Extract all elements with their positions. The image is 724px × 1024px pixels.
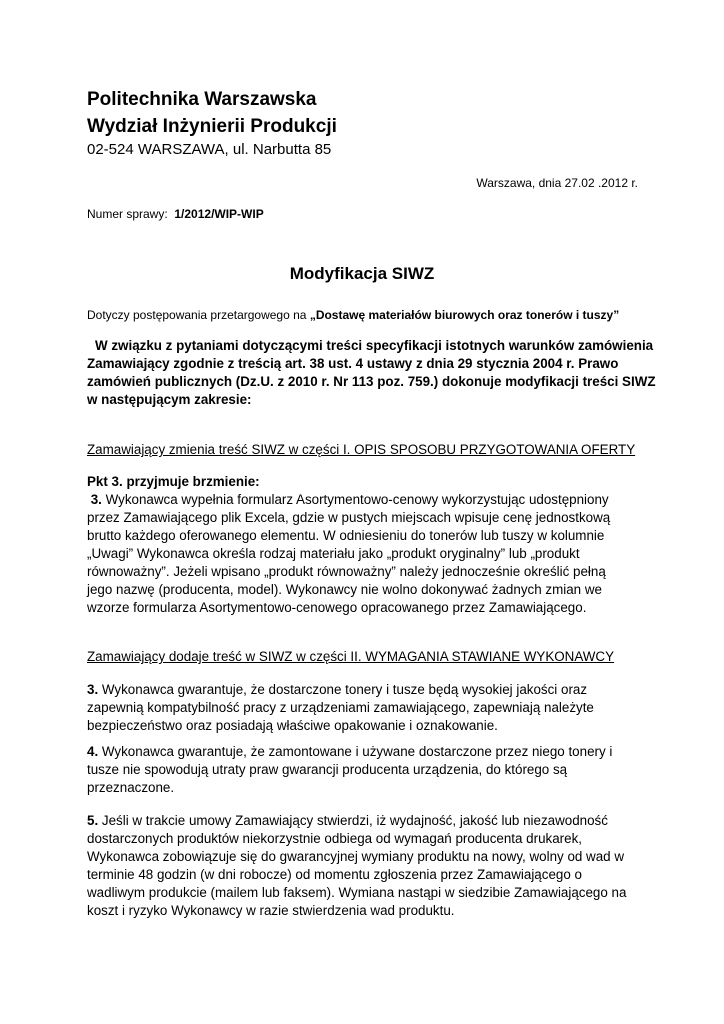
case-number-value: 1/2012/WIP-WIP bbox=[174, 207, 264, 221]
item-line: „Uwagi” Wykonawca określa rodzaj materiału jako „produkt oryginalny” lub „produkt bbox=[87, 546, 580, 561]
item-line: Jeśli w trakcie umowy Zamawiający stwierdzi, iż wydajność, jakość lub niezawodność bbox=[98, 813, 608, 828]
section1-item-3 bbox=[87, 491, 647, 617]
item-line: jego nazwę (producenta, model). Wykonawcy nie wolno dokonywać żadnych zmian we bbox=[87, 582, 602, 597]
document-date: Warszawa, dnia 27.02 .2012 r. bbox=[476, 176, 638, 190]
intro-paragraph bbox=[87, 337, 656, 409]
item-line: Wykonawca zobowiązuje się do gwarancyjnej wymiany produktu na nowy, wolny od wad w bbox=[87, 849, 625, 864]
item-line: terminie 48 godzin (w dni robocze) od momentu zgłoszenia przez Zamawiającego o bbox=[87, 867, 582, 882]
item-line: tusze nie spowodują utraty praw gwarancji producenta urządzenia, do którego są bbox=[87, 762, 568, 777]
section2-heading: Zamawiający dodaje treść w SIWZ w części II. WYMAGANIA STAWIANE WYKONAWCY bbox=[87, 649, 615, 664]
intro-line: w następującym zakresie: bbox=[87, 392, 252, 407]
item-number: 4. bbox=[87, 744, 99, 759]
intro-line: zamówień publicznych (Dz.U. z 2010 r. Nr 113 poz. 759.) dokonuje modyfikacji treści SIWZ bbox=[87, 374, 656, 389]
item-line: brutto każdego oferowanego elementu. W odniesieniu do tonerów lub tuszy w kolumnie bbox=[87, 528, 605, 543]
item-line: Wykonawca gwarantuje, że zamontowane i używane dostarczone przez niego tonery i bbox=[98, 744, 613, 759]
item-line: przez Zamawiającego plik Excela, gdzie w pustych miejscach wpisuje cenę jednostkową bbox=[87, 510, 611, 525]
case-number-label: Numer sprawy: bbox=[87, 207, 168, 221]
section1-pkt-label: Pkt 3. przyjmuje brzmienie: bbox=[87, 474, 260, 489]
item-line: wzorze formularza Asortymentowo-cenowego opracowanego przez Zamawiającego. bbox=[87, 600, 587, 615]
item-line: równoważny”. Jeżeli wpisano „produkt równoważny” należy jednocześnie określić pełną bbox=[87, 564, 606, 579]
item-line: przeznaczone. bbox=[87, 780, 175, 795]
item-number: 3. bbox=[90, 492, 102, 507]
item-line: bezpieczeństwo oraz posiadają właściwe opakowanie i oznakowanie. bbox=[87, 718, 498, 733]
institution-address: 02-524 WARSZAWA, ul. Narbutta 85 bbox=[87, 141, 332, 158]
regarding-line bbox=[87, 308, 619, 322]
section2-item-3 bbox=[87, 681, 647, 735]
regarding-prefix: Dotyczy postępowania przetargowego na bbox=[87, 308, 307, 322]
item-line: zapewnią kompatybilność pracy z urządzeniami zamawiającego, zapewniają należyte bbox=[87, 700, 594, 715]
faculty-name: Wydział Inżynierii Produkcji bbox=[87, 116, 337, 137]
regarding-subject: „Dostawę materiałów biurowych oraz tonerów i tuszy” bbox=[309, 308, 620, 322]
intro-line: W związku z pytaniami dotyczącymi treści specyfikacji istotnych warunków zamówienia bbox=[95, 338, 654, 353]
section2-item-4 bbox=[87, 743, 647, 797]
case-number bbox=[87, 207, 264, 221]
item-line: koszt i ryzyko Wykonawcy w razie stwierdzenia wad produktu. bbox=[87, 903, 455, 918]
document-title: Modyfikacja SIWZ bbox=[289, 264, 435, 283]
intro-line: Zamawiający zgodnie z treścią art. 38 ust. 4 ustawy z dnia 29 stycznia 2004 r. Prawo bbox=[87, 356, 619, 371]
item-line: wadliwym produkcie (mailem lub faksem). Wymiana nastąpi w siedzibie Zamawiającego na bbox=[87, 885, 627, 900]
item-line: dostarczonych produktów niekorzystnie odbiega od wymagań producenta drukarek, bbox=[87, 831, 582, 846]
section2-item-5 bbox=[87, 812, 647, 920]
institution-name: Politechnika Warszawska bbox=[87, 89, 317, 110]
item-line: Wykonawca wypełnia formularz Asortymentowo-cenowy wykorzystując udostępniony bbox=[101, 492, 609, 507]
section1-heading: Zamawiający zmienia treść SIWZ w części I. OPIS SPOSOBU PRZYGOTOWANIA OFERTY bbox=[87, 442, 636, 457]
item-number: 3. bbox=[87, 682, 99, 697]
item-number: 5. bbox=[87, 813, 99, 828]
item-line: Wykonawca gwarantuje, że dostarczone tonery i tusze będą wysokiej jakości oraz bbox=[98, 682, 588, 697]
